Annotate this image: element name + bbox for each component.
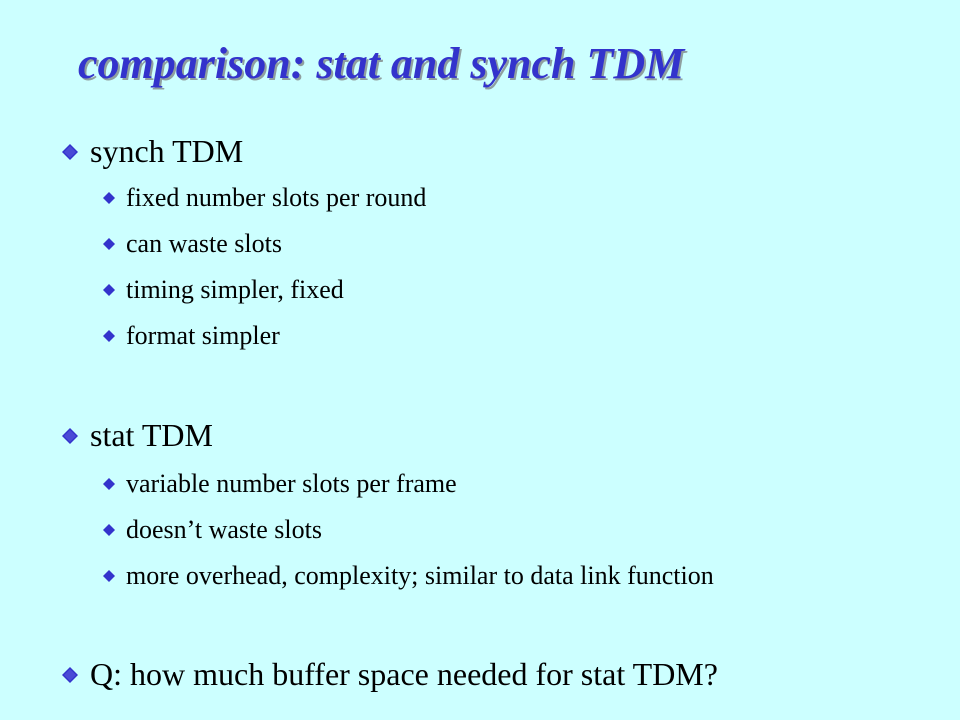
diamond-bullet-icon [103,478,115,490]
sub-bullet [103,183,426,213]
diamond-bullet-icon [62,667,78,683]
bullet-synch-tdm [62,133,243,170]
diamond-bullet-icon [62,144,78,160]
sub-bullet-text: more overhead, complexity; similar to data link function [126,561,714,590]
sub-bullet [103,469,457,499]
sub-bullet [103,229,282,259]
diamond-bullet-icon [103,330,115,342]
sub-bullet-text: format simpler [126,321,280,350]
sub-bullet-text: variable number slots per frame [126,469,457,498]
sub-bullet-text: timing simpler, fixed [126,275,344,304]
bullet-question [62,656,718,693]
sub-bullet-text: fixed number slots per round [126,183,427,212]
sub-bullet [103,321,280,351]
sub-bullet [103,515,322,545]
bullet-text: stat TDM [90,417,213,453]
diamond-bullet-icon [103,192,115,204]
bullet-text: synch TDM [90,133,244,169]
sub-bullet-text: doesn’t waste slots [126,515,322,544]
slide-title: comparison: stat and synch TDM [78,39,685,88]
diamond-bullet-icon [103,284,115,296]
diamond-bullet-icon [103,524,115,536]
diamond-bullet-icon [62,428,78,444]
diamond-bullet-icon [103,238,115,250]
sub-bullet-text: can waste slots [126,229,282,258]
sub-bullet [103,275,344,305]
diamond-bullet-icon [103,570,115,582]
bullet-text: Q: how much buffer space needed for stat TDM? [90,656,718,692]
sub-bullet [103,561,714,591]
bullet-stat-tdm [62,417,213,454]
